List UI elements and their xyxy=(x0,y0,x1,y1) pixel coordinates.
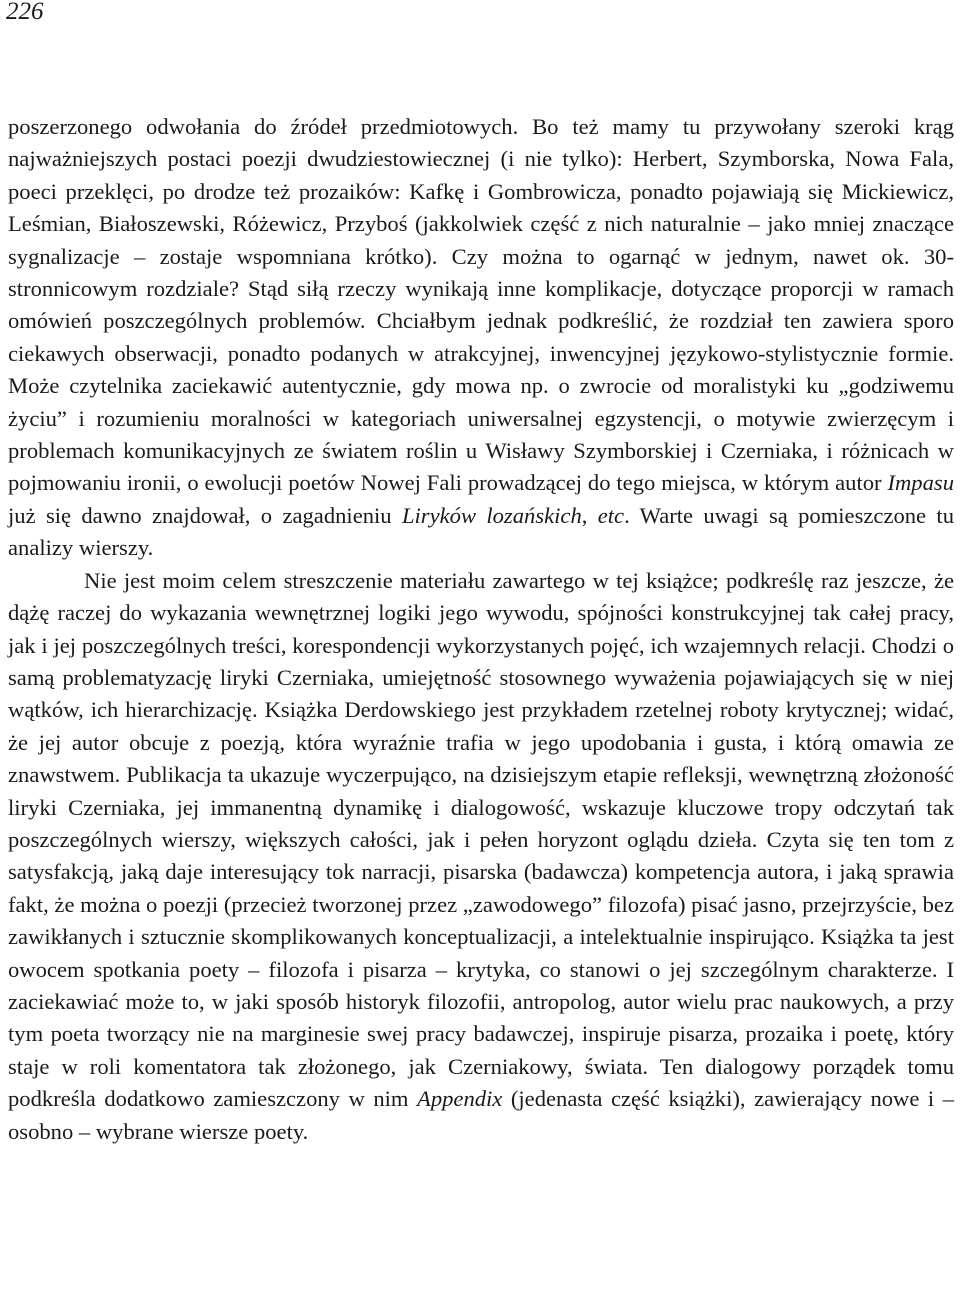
paragraph-2-text-b: (jedenasta część książki), zawierający nowe i – osobno – wybrane wiersze poety. xyxy=(8,1086,954,1144)
book-title-liryki-lozanskie: Liryków lozańskich xyxy=(401,502,582,528)
paragraph-1-text-a: poszerzonego odwołania do źródeł przedmiotowych. Bo też mamy tu przywołany szeroki krąg najważniejszych postaci poezji dwudziestowiecznej (i nie tylko): Herbert, Szymborska, Nowa Fala, poeci przeklęci, po drodze też prozaików: Kafkę i Gombrowicza, ponadto pojawiają się Mickiewicz, Leśmian, Białoszewski, Różewicz, Przyboś (jakkolwiek część z nich naturalnie – jako mniej znaczące sygnalizacje – zostaje wspomniana krótko). Czy można to ogarnąć w jednym, nawet ok. 30-stronnicowym rozdziale? Stąd siłą rzeczy wynikają inne komplikacje, dotyczące proporcji w ramach omówień poszczególnych problemów. Chciałbym jednak podkreślić, że rozdział ten zawiera sporo ciekawych obserwacji, ponadto podanych w atrakcyjnej, inwencyjnej językowo-stylistycznie formie. Może czytelnika zaciekawić autentycznie, gdy mowa np. o zwrocie od moralistyki ku „godziwemu życiu” i rozumieniu moralności w kategoriach uniwersalnej egzystencji, o motywie zwierzęcym i problemach komunikacyjnych ze światem roślin u Wisławy Szymborskiej i Czerniaka, i różnicach w pojmowaniu ironii, o ewolucji poetów Nowej Fali prowadzącej do tego miejsca, w którym autor xyxy=(8,114,954,496)
paragraph-2 xyxy=(8,565,954,1148)
paragraph-2-text-a: Nie jest moim celem streszczenie materiału zawartego w tej książce; podkreślę raz jeszcze, że dążę raczej do wykazania wewnętrznej logiki jego wywodu, spójności konstrukcyjnej tak całej pracy, jak i jej poszczególnych treści, korespondencji wykorzystanych pojęć, ich wzajemnych relacji. Chodzi o samą problematyzację liryki Czerniaka, umiejętność stosownego wyważenia pojawiających się w niej wątków, ich hierarchizację. Książka Derdowskiego jest przykładem rzetelnej roboty krytycznej; widać, że jej autor obcuje z poezją, która wyraźnie trafia w jego upodobania i gusta, i którą omawia ze znawstwem. Publikacja ta ukazuje wyczerpująco, na dzisiejszym etapie refleksji, wewnętrzną złożoność liryki Czerniaka, jej immanentną dynamikę i dialogowość, wskazuje kluczowe tropy odczytań tak poszczególnych wierszy, większych całości, jak i pełen horyzont oglądu dzieła. Czyta się ten tom z satysfakcją, jaką daje interesujący tok narracji, pisarska (badawcza) kompetencja autora, i jaką sprawia fakt, że można o poezji (przecież tworzonej przez „zawodowego” filozofa) pisać jasno, przejrzyście, bez zawikłanych i sztucznie skomplikowanych konceptualizacji, a intelektualnie inspirująco. Książka ta jest owocem spotkania poety – filozofa i pisarza – krytyka, co stanowi o jej szczególnym charakterze. I zaciekawiać może to, w jaki sposób historyk filozofii, antropolog, autor wielu prac naukowych, a przy tym poeta tworzący nie na marginesie swej pracy badawczej, inspiruje pisarza, prozaika i poetę, który staje w roli komentatora tak złożonego, jak Czerniakowy, świata. Ten dialogowy porządek tomu podkreśla dodatkowo zamieszczony w nim xyxy=(8,567,954,1112)
paragraph-1-comma: , xyxy=(581,502,598,528)
paragraph-1-text-c: . Warte uwagi są pomieszczone tu analizy wierszy. xyxy=(8,502,955,561)
appendix-word: Appendix xyxy=(417,1086,503,1112)
paragraph-1 xyxy=(8,111,954,565)
body-text xyxy=(8,111,954,1148)
paragraph-1-text-b: już się dawno znajdował, o zagadnieniu xyxy=(8,502,402,528)
book-title-impasu: Impasu xyxy=(887,470,954,496)
etc-abbreviation: etc xyxy=(597,502,625,528)
page-number: 226 xyxy=(6,0,44,25)
